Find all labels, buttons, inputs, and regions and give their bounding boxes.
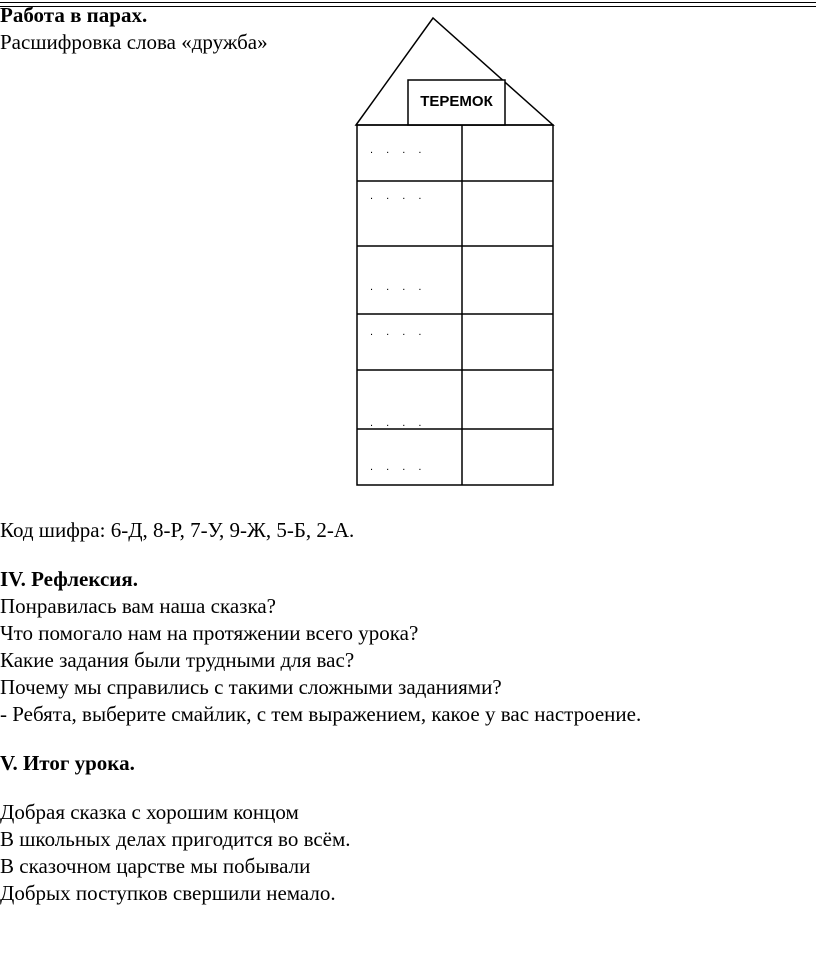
reflection-line: Понравилась вам наша сказка? xyxy=(0,594,276,618)
house-row-5-dots: . . . . xyxy=(370,417,427,429)
house-row-2-dots: . . . . xyxy=(370,190,427,202)
poem-line: Добрых поступков свершили немало. xyxy=(0,881,336,905)
section-title: Работа в парах. xyxy=(0,3,148,27)
reflection-line: Что помогало нам на протяжении всего урока? xyxy=(0,621,419,645)
poem-line: В школьных делах пригодится во всём. xyxy=(0,827,351,851)
house-body xyxy=(357,125,553,485)
house-row-3-dots: . . . . xyxy=(370,281,427,293)
house-row-6-dots: . . . . xyxy=(370,461,427,473)
cipher-code: Код шифра: 6-Д, 8-Р, 7-У, 9-Ж, 5-Б, 2-А. xyxy=(0,518,355,542)
poem-line: В сказочном царстве мы побывали xyxy=(0,854,311,878)
reflection-line: Какие задания были трудными для вас? xyxy=(0,648,355,672)
poem-line: Добрая сказка с хорошим концом xyxy=(0,800,299,824)
house-row-4-dots: . . . . xyxy=(370,326,427,338)
house-row-1-dots: . . . . xyxy=(370,144,427,156)
reflection-line: - Ребята, выберите смайлик, с тем выражением, какое у вас настроение. xyxy=(0,702,642,726)
section-subtitle: Расшифровка слова «дружба» xyxy=(0,30,268,54)
summary-heading: V. Итог урока. xyxy=(0,751,135,775)
reflection-line: Почему мы справились с такими сложными заданиями? xyxy=(0,675,502,699)
reflection-heading: IV. Рефлексия. xyxy=(0,567,138,591)
house-sign-label: ТЕРЕМОК xyxy=(420,93,493,110)
